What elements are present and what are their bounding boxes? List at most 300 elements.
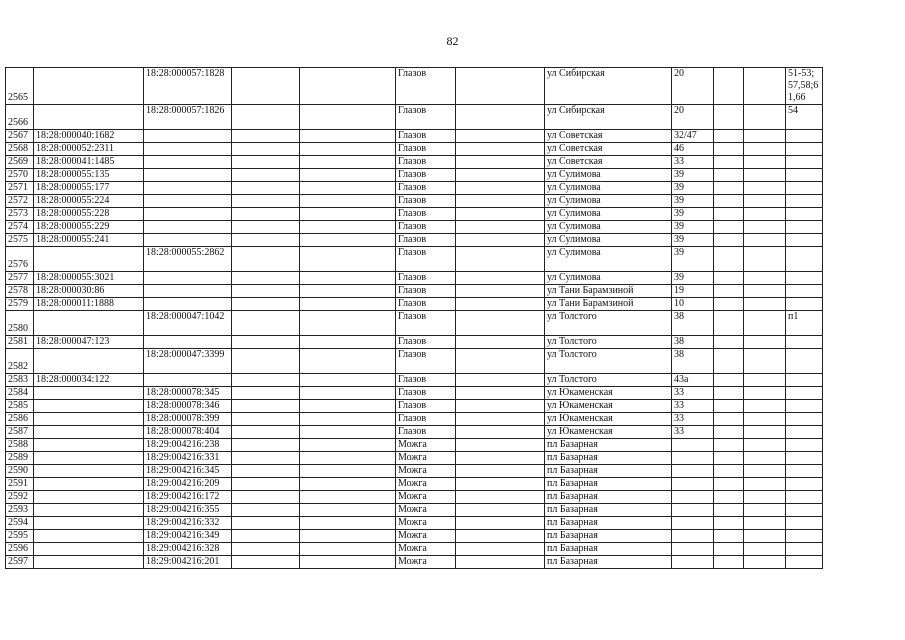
blank-cell: [300, 272, 396, 285]
row-number-cell: 2576: [6, 247, 34, 272]
table-row: [6, 272, 823, 285]
blank-cell: [232, 221, 300, 234]
street-cell: пл Базарная: [545, 556, 672, 569]
street-cell: ул Сибирская: [545, 68, 672, 105]
house-cell: 20: [672, 105, 714, 130]
table-row: [6, 556, 823, 569]
blank-cell: [456, 491, 545, 504]
premises-cell: [786, 426, 823, 439]
blank-cell: [300, 195, 396, 208]
blank-cell: [456, 285, 545, 298]
blank-cell: [714, 556, 744, 569]
blank-cell: [300, 374, 396, 387]
row-number-cell: 2569: [6, 156, 34, 169]
blank-cell: [456, 208, 545, 221]
blank-cell: [456, 234, 545, 247]
house-cell: [672, 465, 714, 478]
row-number-cell: 2571: [6, 182, 34, 195]
premises-cell: [786, 336, 823, 349]
blank-cell: [714, 465, 744, 478]
row-number-cell: 2579: [6, 298, 34, 311]
table-row: [6, 491, 823, 504]
blank-cell: [232, 105, 300, 130]
blank-cell: [456, 504, 545, 517]
city-cell: Можга: [396, 465, 456, 478]
blank-cell: [744, 556, 786, 569]
blank-cell: [714, 478, 744, 491]
row-number-cell: 2578: [6, 285, 34, 298]
cadastral-number-alt-cell: 18:29:004216:172: [144, 491, 232, 504]
street-cell: ул Сулимова: [545, 221, 672, 234]
blank-cell: [456, 182, 545, 195]
house-cell: [672, 543, 714, 556]
row-number-cell: 2566: [6, 105, 34, 130]
blank-cell: [744, 413, 786, 426]
city-cell: Глазов: [396, 234, 456, 247]
blank-cell: [300, 400, 396, 413]
street-cell: пл Базарная: [545, 452, 672, 465]
cadastral-number-alt-cell: 18:29:004216:328: [144, 543, 232, 556]
blank-cell: [232, 439, 300, 452]
blank-cell: [714, 143, 744, 156]
blank-cell: [744, 143, 786, 156]
blank-cell: [456, 543, 545, 556]
blank-cell: [456, 439, 545, 452]
blank-cell: [232, 517, 300, 530]
blank-cell: [232, 208, 300, 221]
cadastral-number-cell: 18:28:000052:2311: [34, 143, 144, 156]
row-number-cell: 2585: [6, 400, 34, 413]
street-cell: пл Базарная: [545, 491, 672, 504]
blank-cell: [744, 387, 786, 400]
blank-cell: [300, 105, 396, 130]
blank-cell: [300, 543, 396, 556]
blank-cell: [300, 221, 396, 234]
premises-cell: [786, 156, 823, 169]
cadastral-number-alt-cell: 18:29:004216:332: [144, 517, 232, 530]
blank-cell: [232, 374, 300, 387]
city-cell: Глазов: [396, 413, 456, 426]
row-number-cell: 2574: [6, 221, 34, 234]
city-cell: Глазов: [396, 426, 456, 439]
street-cell: ул Сулимова: [545, 195, 672, 208]
cadastral-number-alt-cell: [144, 285, 232, 298]
street-cell: ул Толстого: [545, 349, 672, 374]
premises-cell: [786, 195, 823, 208]
row-number-cell: 2597: [6, 556, 34, 569]
blank-cell: [744, 311, 786, 336]
blank-cell: [456, 336, 545, 349]
street-cell: ул Сулимова: [545, 234, 672, 247]
cadastral-number-alt-cell: [144, 374, 232, 387]
blank-cell: [714, 285, 744, 298]
blank-cell: [744, 195, 786, 208]
blank-cell: [456, 311, 545, 336]
city-cell: Можга: [396, 517, 456, 530]
cadastral-number-alt-cell: 18:29:004216:355: [144, 504, 232, 517]
blank-cell: [714, 374, 744, 387]
blank-cell: [300, 413, 396, 426]
house-cell: 43а: [672, 374, 714, 387]
cadastral-number-alt-cell: 18:28:000047:3399: [144, 349, 232, 374]
city-cell: Можга: [396, 491, 456, 504]
blank-cell: [744, 68, 786, 105]
blank-cell: [714, 195, 744, 208]
blank-cell: [714, 349, 744, 374]
table-row: [6, 285, 823, 298]
row-number-cell: 2590: [6, 465, 34, 478]
cadastral-number-alt-cell: 18:28:000078:399: [144, 413, 232, 426]
row-number-cell: 2577: [6, 272, 34, 285]
street-cell: ул Толстого: [545, 311, 672, 336]
blank-cell: [232, 478, 300, 491]
blank-cell: [300, 478, 396, 491]
cadastral-number-cell: [34, 517, 144, 530]
cadastral-number-cell: 18:28:000055:3021: [34, 272, 144, 285]
cadastral-number-cell: 18:28:000011:1888: [34, 298, 144, 311]
blank-cell: [232, 195, 300, 208]
blank-cell: [456, 169, 545, 182]
street-cell: пл Базарная: [545, 530, 672, 543]
blank-cell: [300, 208, 396, 221]
blank-cell: [232, 169, 300, 182]
table-row: [6, 221, 823, 234]
blank-cell: [300, 452, 396, 465]
street-cell: ул Сулимова: [545, 247, 672, 272]
blank-cell: [456, 272, 545, 285]
blank-cell: [744, 182, 786, 195]
blank-cell: [456, 530, 545, 543]
blank-cell: [714, 336, 744, 349]
city-cell: Глазов: [396, 68, 456, 105]
row-number-cell: 2568: [6, 143, 34, 156]
table-row: [6, 478, 823, 491]
street-cell: ул Тани Барамзиной: [545, 285, 672, 298]
blank-cell: [744, 156, 786, 169]
blank-cell: [714, 234, 744, 247]
table-row: [6, 400, 823, 413]
house-cell: 39: [672, 272, 714, 285]
blank-cell: [744, 285, 786, 298]
blank-cell: [456, 465, 545, 478]
premises-cell: [786, 517, 823, 530]
blank-cell: [456, 413, 545, 426]
premises-cell: [786, 169, 823, 182]
blank-cell: [456, 400, 545, 413]
street-cell: ул Сулимова: [545, 182, 672, 195]
blank-cell: [744, 247, 786, 272]
blank-cell: [232, 452, 300, 465]
blank-cell: [714, 182, 744, 195]
street-cell: ул Толстого: [545, 336, 672, 349]
blank-cell: [300, 298, 396, 311]
street-cell: ул Толстого: [545, 374, 672, 387]
cadastral-number-alt-cell: [144, 208, 232, 221]
table-row: [6, 543, 823, 556]
row-number-cell: 2594: [6, 517, 34, 530]
table-row: [6, 298, 823, 311]
house-cell: 39: [672, 208, 714, 221]
city-cell: Глазов: [396, 130, 456, 143]
blank-cell: [232, 247, 300, 272]
blank-cell: [714, 169, 744, 182]
blank-cell: [232, 413, 300, 426]
table-row: [6, 130, 823, 143]
premises-cell: [786, 556, 823, 569]
blank-cell: [232, 349, 300, 374]
blank-cell: [232, 143, 300, 156]
blank-cell: [232, 426, 300, 439]
table-row: [6, 68, 823, 105]
cadastral-number-alt-cell: 18:28:000057:1828: [144, 68, 232, 105]
table-row: [6, 182, 823, 195]
city-cell: Глазов: [396, 105, 456, 130]
street-cell: пл Базарная: [545, 478, 672, 491]
blank-cell: [714, 105, 744, 130]
blank-cell: [456, 452, 545, 465]
cadastral-number-alt-cell: 18:28:000055:2862: [144, 247, 232, 272]
cadastral-number-alt-cell: [144, 169, 232, 182]
cadastral-number-alt-cell: [144, 156, 232, 169]
row-number-cell: 2573: [6, 208, 34, 221]
blank-cell: [714, 387, 744, 400]
blank-cell: [300, 465, 396, 478]
blank-cell: [300, 517, 396, 530]
table-row: [6, 413, 823, 426]
table-row: [6, 452, 823, 465]
blank-cell: [456, 478, 545, 491]
city-cell: Можга: [396, 504, 456, 517]
street-cell: ул Сулимова: [545, 208, 672, 221]
blank-cell: [714, 426, 744, 439]
table-row: [6, 387, 823, 400]
house-cell: [672, 530, 714, 543]
blank-cell: [714, 298, 744, 311]
cadastral-number-cell: 18:28:000055:229: [34, 221, 144, 234]
house-cell: 33: [672, 156, 714, 169]
cadastral-number-cell: [34, 543, 144, 556]
premises-cell: 51-53; 57,58;6 1,66: [786, 68, 823, 105]
blank-cell: [300, 68, 396, 105]
blank-cell: [232, 68, 300, 105]
city-cell: Глазов: [396, 208, 456, 221]
cadastral-number-cell: [34, 413, 144, 426]
table-row: [6, 195, 823, 208]
blank-cell: [744, 478, 786, 491]
cadastral-number-alt-cell: [144, 182, 232, 195]
cadastral-number-cell: [34, 491, 144, 504]
cadastral-number-cell: [34, 311, 144, 336]
table-row: [6, 504, 823, 517]
table-row: [6, 208, 823, 221]
street-cell: ул Сулимова: [545, 169, 672, 182]
cadastral-number-alt-cell: [144, 130, 232, 143]
blank-cell: [714, 272, 744, 285]
city-cell: Глазов: [396, 349, 456, 374]
blank-cell: [300, 156, 396, 169]
city-cell: Глазов: [396, 336, 456, 349]
cadastral-number-cell: [34, 400, 144, 413]
street-cell: ул Советская: [545, 156, 672, 169]
blank-cell: [714, 247, 744, 272]
blank-cell: [232, 311, 300, 336]
row-number-cell: 2567: [6, 130, 34, 143]
blank-cell: [714, 452, 744, 465]
blank-cell: [456, 247, 545, 272]
blank-cell: [300, 130, 396, 143]
city-cell: Глазов: [396, 156, 456, 169]
table-row: [6, 247, 823, 272]
blank-cell: [744, 465, 786, 478]
cadastral-number-alt-cell: 18:28:000057:1826: [144, 105, 232, 130]
blank-cell: [456, 221, 545, 234]
table-row: [6, 517, 823, 530]
house-cell: 46: [672, 143, 714, 156]
city-cell: Глазов: [396, 311, 456, 336]
blank-cell: [300, 169, 396, 182]
cadastral-number-cell: [34, 556, 144, 569]
premises-cell: [786, 452, 823, 465]
blank-cell: [714, 68, 744, 105]
blank-cell: [300, 349, 396, 374]
blank-cell: [744, 349, 786, 374]
cadastral-number-alt-cell: [144, 272, 232, 285]
cadastral-number-cell: [34, 452, 144, 465]
cadastral-number-cell: 18:28:000055:177: [34, 182, 144, 195]
blank-cell: [456, 298, 545, 311]
blank-cell: [300, 182, 396, 195]
cadastral-number-alt-cell: [144, 143, 232, 156]
cadastral-number-alt-cell: 18:28:000078:404: [144, 426, 232, 439]
blank-cell: [714, 208, 744, 221]
premises-cell: 54: [786, 105, 823, 130]
cadastral-number-cell: [34, 478, 144, 491]
cadastral-number-alt-cell: 18:28:000047:1042: [144, 311, 232, 336]
blank-cell: [714, 400, 744, 413]
table-row: [6, 349, 823, 374]
cadastral-number-cell: [34, 387, 144, 400]
row-number-cell: 2589: [6, 452, 34, 465]
blank-cell: [232, 465, 300, 478]
blank-cell: [300, 234, 396, 247]
blank-cell: [232, 491, 300, 504]
blank-cell: [456, 517, 545, 530]
house-cell: 39: [672, 182, 714, 195]
cadastral-number-cell: [34, 426, 144, 439]
blank-cell: [714, 413, 744, 426]
table-row: [6, 374, 823, 387]
blank-cell: [456, 426, 545, 439]
row-number-cell: 2580: [6, 311, 34, 336]
registry-table: [5, 67, 823, 569]
blank-cell: [744, 221, 786, 234]
premises-cell: [786, 465, 823, 478]
blank-cell: [456, 387, 545, 400]
blank-cell: [300, 387, 396, 400]
table-row: [6, 311, 823, 336]
street-cell: ул Сулимова: [545, 272, 672, 285]
cadastral-number-alt-cell: [144, 336, 232, 349]
blank-cell: [714, 439, 744, 452]
blank-cell: [232, 504, 300, 517]
blank-cell: [714, 221, 744, 234]
cadastral-number-alt-cell: [144, 221, 232, 234]
city-cell: Можга: [396, 530, 456, 543]
blank-cell: [456, 195, 545, 208]
row-number-cell: 2572: [6, 195, 34, 208]
table-row: [6, 426, 823, 439]
blank-cell: [744, 208, 786, 221]
table-row: [6, 439, 823, 452]
street-cell: ул Тани Барамзиной: [545, 298, 672, 311]
premises-cell: [786, 413, 823, 426]
street-cell: ул Юкаменская: [545, 400, 672, 413]
city-cell: Глазов: [396, 182, 456, 195]
blank-cell: [744, 491, 786, 504]
blank-cell: [744, 234, 786, 247]
cadastral-number-alt-cell: [144, 298, 232, 311]
city-cell: Глазов: [396, 143, 456, 156]
street-cell: пл Базарная: [545, 504, 672, 517]
street-cell: ул Советская: [545, 143, 672, 156]
row-number-cell: 2584: [6, 387, 34, 400]
city-cell: Глазов: [396, 374, 456, 387]
cadastral-number-cell: [34, 349, 144, 374]
blank-cell: [300, 556, 396, 569]
cadastral-number-cell: [34, 439, 144, 452]
premises-cell: [786, 374, 823, 387]
premises-cell: [786, 234, 823, 247]
cadastral-number-cell: 18:28:000040:1682: [34, 130, 144, 143]
row-number-cell: 2587: [6, 426, 34, 439]
blank-cell: [300, 426, 396, 439]
premises-cell: [786, 221, 823, 234]
blank-cell: [744, 543, 786, 556]
city-cell: Можга: [396, 556, 456, 569]
row-number-cell: 2570: [6, 169, 34, 182]
premises-cell: [786, 387, 823, 400]
table-row: [6, 105, 823, 130]
house-cell: 33: [672, 400, 714, 413]
row-number-cell: 2565: [6, 68, 34, 105]
cadastral-number-cell: 18:28:000055:135: [34, 169, 144, 182]
premises-cell: [786, 182, 823, 195]
cadastral-number-cell: [34, 247, 144, 272]
blank-cell: [232, 298, 300, 311]
blank-cell: [232, 130, 300, 143]
house-cell: 19: [672, 285, 714, 298]
blank-cell: [456, 156, 545, 169]
house-cell: 38: [672, 349, 714, 374]
premises-cell: [786, 247, 823, 272]
premises-cell: [786, 298, 823, 311]
blank-cell: [300, 143, 396, 156]
cadastral-number-alt-cell: 18:29:004216:209: [144, 478, 232, 491]
house-cell: 33: [672, 413, 714, 426]
house-cell: [672, 452, 714, 465]
blank-cell: [232, 387, 300, 400]
cadastral-number-alt-cell: [144, 195, 232, 208]
blank-cell: [456, 556, 545, 569]
cadastral-number-cell: 18:28:000055:224: [34, 195, 144, 208]
premises-cell: [786, 272, 823, 285]
premises-cell: [786, 530, 823, 543]
blank-cell: [300, 336, 396, 349]
street-cell: пл Базарная: [545, 517, 672, 530]
table-row: [6, 169, 823, 182]
blank-cell: [456, 349, 545, 374]
row-number-cell: 2583: [6, 374, 34, 387]
